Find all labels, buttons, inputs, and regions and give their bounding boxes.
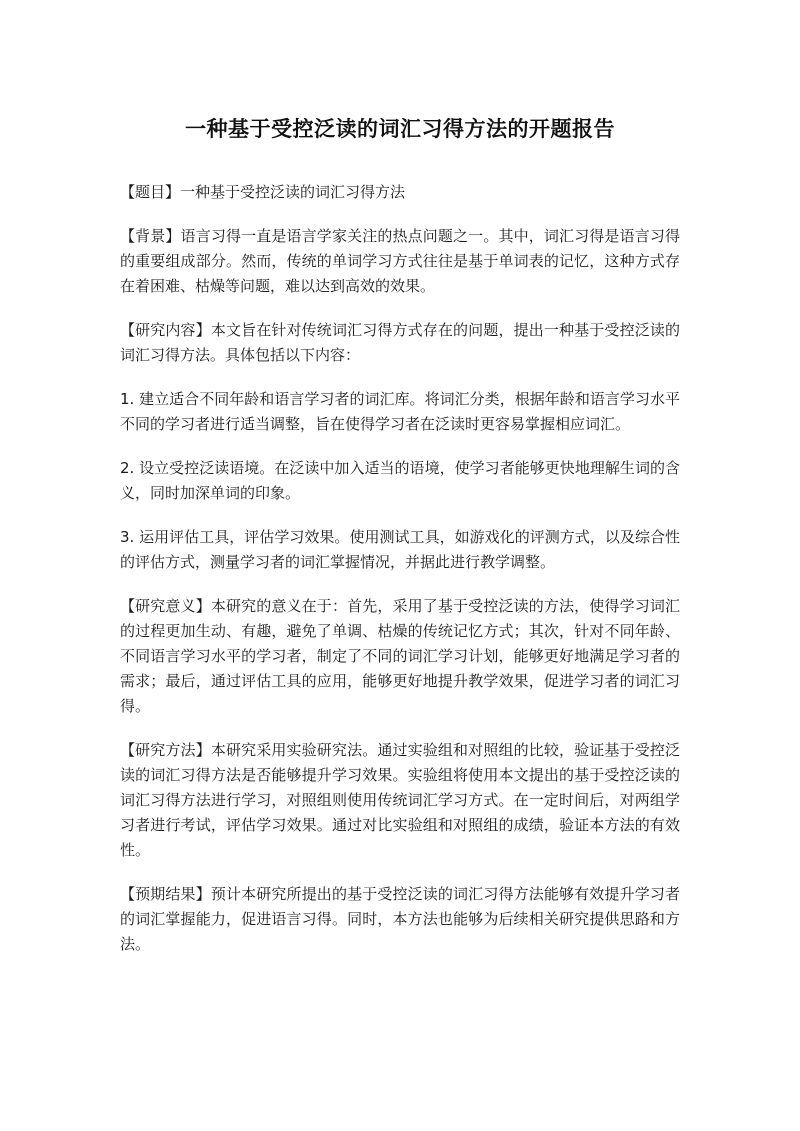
paragraph-method: 【研究方法】本研究采用实验研究法。通过实验组和对照组的比较，验证基于受控泛读的词汇习得方法是否能够提升学习效果。实验组将使用本文提出的基于受控泛读的词汇习得方法进行学习，对照组则使用传统词汇学习方式。在一定时间后，对两组学习者进行考试，评估学习效果。通过对比实验组和对照组的成绩，验证本方法的有效性。 bbox=[120, 741, 680, 859]
paragraph-item-2: 2. 设立受控泛读语境。在泛读中加入适当的语境，使学习者能够更快地理解生词的含义，同时加深单词的印象。 bbox=[120, 459, 680, 502]
paragraph-significance: 【研究意义】本研究的意义在于：首先，采用了基于受控泛读的方法，使得学习词汇的过程更加生动、有趣，避免了单调、枯燥的传统记忆方式；其次，针对不同年龄、不同语言学习水平的学习者，制定了不同的词汇学习计划，能够更好地满足学习者的需求；最后，通过评估工具的应用，能够更好地提升教学效果，促进学习者的词汇习得。 bbox=[120, 597, 680, 715]
paragraph-expected-results: 【预期结果】预计本研究所提出的基于受控泛读的词汇习得方法能够有效提升学习者的词汇掌握能力，促进语言习得。同时，本方法也能够为后续相关研究提供思路和方法。 bbox=[120, 885, 680, 953]
paragraph-item-1: 1. 建立适合不同年龄和语言学习者的词汇库。将词汇分类，根据年龄和语言学习水平不同的学习者进行适当调整，旨在使得学习者在泛读时更容易掌握相应词汇。 bbox=[120, 390, 680, 433]
paragraph-background: 【背景】语言习得一直是语言学家关注的热点问题之一。其中，词汇习得是语言习得的重要组成部分。然而，传统的单词学习方式往往是基于单词表的记忆，这种方式存在着困难、枯燥等问题，难以达到高效的效果。 bbox=[120, 227, 680, 295]
paragraph-research-content: 【研究内容】本文旨在针对传统词汇习得方式存在的问题，提出一种基于受控泛读的词汇习得方法。具体包括以下内容： bbox=[120, 321, 680, 364]
document-body bbox=[120, 180, 680, 976]
document-title: 一种基于受控泛读的词汇习得方法的开题报告 bbox=[185, 117, 615, 141]
paragraph-item-3: 3. 运用评估工具，评估学习效果。使用测试工具，如游戏化的评测方式，以及综合性的评估方式，测量学习者的词汇掌握情况，并据此进行教学调整。 bbox=[120, 528, 680, 571]
paragraph-topic: 【题目】一种基于受控泛读的词汇习得方法 bbox=[120, 183, 406, 201]
